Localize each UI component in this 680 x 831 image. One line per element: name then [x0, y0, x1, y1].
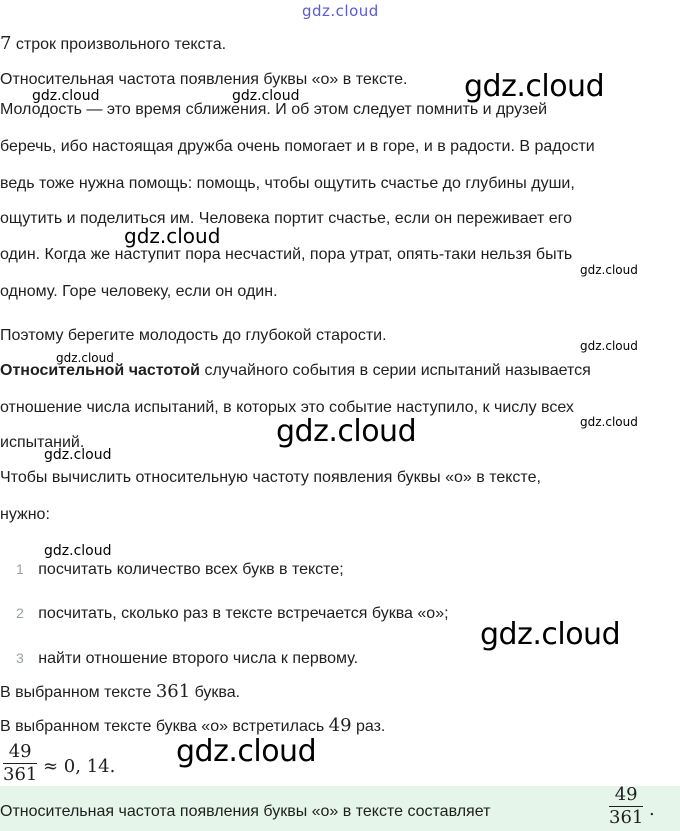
text-line-2: беречь, ибо настоящая дружба очень помогает и в горе, и в радости. В радости [0, 138, 595, 155]
watermark: gdz.cloud [44, 543, 112, 559]
watermark: gdz.cloud [232, 88, 300, 104]
step-number: 3 [16, 650, 24, 666]
task-heading: Относительная частота появления буквы «о» в тексте. [0, 71, 408, 88]
answer-fraction [609, 785, 643, 828]
watermark: gdz.cloud [56, 351, 114, 365]
text-line-6: одному. Горе человеку, если он один. [0, 283, 278, 300]
text-line-5: один. Когда же наступит пора несчастий, пора утрат, опять-таки нельзя быть [0, 246, 573, 263]
watermark: gdz.cloud [276, 414, 417, 449]
watermark: gdz.cloud [44, 447, 112, 463]
fraction-denominator: 361 [3, 764, 38, 785]
watermark: gdz.cloud [464, 69, 605, 104]
definition-rest: случайного события в серии испытаний называется [200, 362, 591, 379]
fraction-numerator: 49 [614, 784, 638, 805]
step-3 [16, 648, 358, 669]
task-count-number: 7 [0, 33, 12, 54]
calc-fraction [3, 742, 37, 785]
watermark: gdz.cloud [32, 88, 100, 104]
task-count-text: строк произвольного текста. [15, 36, 227, 53]
result-text: В выбранном тексте [0, 684, 156, 701]
answer-text: Относительная частота появления буквы «о» в тексте составляет [0, 803, 491, 820]
result-text: В выбранном тексте буква «о» встретилась [0, 718, 329, 735]
closing-line: Поэтому берегите молодость до глубокой старости. [0, 327, 387, 344]
text-line-4: ощутить и поделиться им. Человека портит счастье, если он переживает его [0, 210, 573, 227]
result-text-end: буква. [190, 684, 241, 701]
definition-term: Относительной частотой [0, 362, 201, 379]
watermark: gdz.cloud [124, 224, 221, 248]
instructions-line-1: Чтобы вычислить относительную частоту появления буквы «о» в тексте, [0, 469, 541, 486]
result-total-letters [0, 682, 240, 703]
watermark: gdz.cloud [580, 339, 638, 353]
definition-line-3: испытаний. [0, 434, 85, 451]
letter-o-count-value: 49 [328, 715, 352, 736]
task-count-line [0, 34, 226, 55]
result-text-end: раз. [351, 718, 386, 735]
watermark: gdz.cloud [480, 617, 621, 652]
step-text: посчитать, сколько раз в тексте встречается буква «о»; [38, 605, 449, 622]
fraction-numerator: 49 [8, 741, 32, 762]
step-text: посчитать количество всех букв в тексте; [38, 561, 344, 578]
fraction-denominator: 361 [609, 807, 644, 828]
step-1 [16, 559, 344, 580]
step-number: 1 [16, 561, 24, 577]
total-letters-value: 361 [155, 681, 191, 702]
watermark: gdz.cloud [580, 263, 638, 277]
watermark: gdz.cloud [176, 734, 317, 769]
instructions-line-2: нужно: [0, 506, 50, 523]
step-2 [16, 603, 449, 624]
watermark-top: gdz.cloud [302, 2, 379, 20]
step-number: 2 [16, 605, 24, 621]
definition-line-2: отношение числа испытаний, в которых это событие наступило, к числу всех [0, 399, 574, 416]
answer-period: . [649, 799, 655, 820]
text-line-3: ведь тоже нужна помощь: помощь, чтобы ощутить счастье до глубины души, [0, 175, 575, 192]
watermark: gdz.cloud [580, 415, 638, 429]
text-line-1: Молодость — это время сближения. И об этом следует помнить и друзей [0, 101, 548, 118]
calc-approx: ≈ 0, 14. [43, 756, 116, 777]
step-text: найти отношение второго числа к первому. [38, 650, 359, 667]
